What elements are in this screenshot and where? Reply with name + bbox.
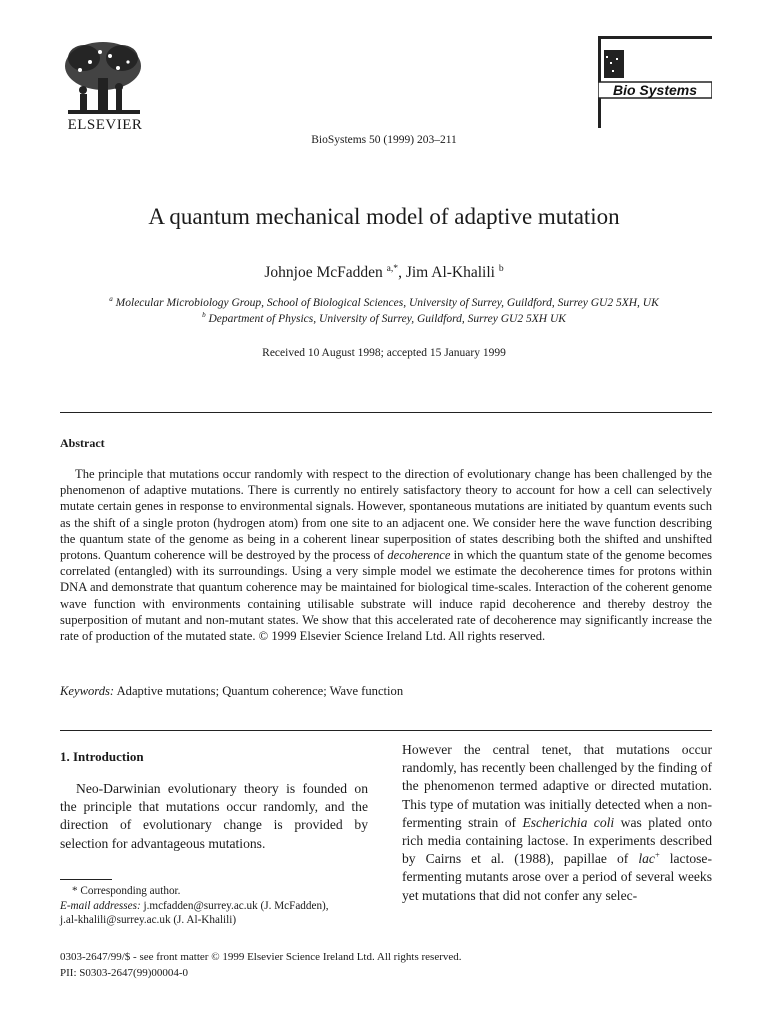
affiliation-mark: a (109, 295, 113, 304)
email-address: j.mcfadden@surrey.ac.uk (J. McFadden), (143, 899, 329, 912)
keywords-text: Adaptive mutations; Quantum coherence; Wave function (116, 684, 404, 698)
body-text: was plated onto rich media containing lactose. In experiments described by Cairns et al. (1988), papillae of (402, 814, 713, 867)
body-paragraph-right (402, 741, 712, 905)
author-separator: , (398, 264, 406, 281)
intro-paragraph: Neo-Darwinian evolutionary theory is founded on the principle that mutations occur randomly, and the direction of evolutionary change is provided by selection for advantageous mutations. (60, 781, 368, 851)
author-name: Johnjoe McFadden (264, 264, 383, 281)
author-name: Jim Al-Khalili (405, 264, 495, 281)
journal-citation: BioSystems 50 (1999) 203–211 (311, 134, 457, 146)
author-list (0, 264, 768, 282)
species-name: Escherichia coli (522, 814, 615, 830)
article-title: A quantum mechanical model of adaptive mutation (148, 204, 620, 229)
publisher-name: ELSEVIER (67, 117, 143, 133)
body-text: However the central tenet, that mutations occur randomly, has recently been challenged by the finding of the phenomenon termed adaptive or directed mutation. This type of mutation was initially detected when a non-fermenting strain of (402, 742, 712, 830)
pii-line: PII: S0303-2647(99)00004-0 (60, 967, 189, 979)
footnote-divider (60, 879, 112, 880)
affiliation-a (0, 297, 768, 309)
affiliation-text: Department of Physics, University of Surrey, Guildford, Surrey GU2 5XH UK (208, 313, 566, 325)
affiliation-mark: b (202, 311, 206, 320)
abstract-body (60, 466, 712, 644)
divider (60, 412, 712, 413)
footnotes (60, 884, 370, 928)
affiliation-b (0, 313, 768, 325)
gene-name: lac (638, 851, 655, 867)
abstract-text: The principle that mutations occur randomly with respect to the direction of evolutionary change has been challenged by the phenomenon of adaptive mutations. There is currently no entirely satisfactory theory to account for how a cell can selectively mutate certain genes in response to environmental signals. However, spontaneous mutations are initiated by quantum events such as the shift of a single proton (hydrogen atom) from one site to an adjacent one. We consider here the wave function describing the quantum state of the genome as being in a coherent linear superposition of states describing both the shifted and unshifted protons. Quantum coherence will be destroyed by the process of (60, 467, 712, 563)
author-affiliation-mark: a,* (386, 262, 399, 274)
divider (60, 730, 712, 731)
email-label: E-mail addresses: (60, 899, 141, 912)
abstract-text: in which the quantum state of the genome becomes correlated (entangled) with its surroundings. Using a very simple model we estimate the decoherence times for protons within DNA and demonstrate that quantum coherence may be maintained for biological time-scales. Interaction of the coherent genome wave function with environments containing utilisable substrate will induce rapid decoherence and thereby destroy the superposition of mutant and non-mutant states. We show that this accelerated rate of decoherence may significantly increase the rate of production of the mutated state. © 1999 Elsevier Science Ireland Ltd. All rights reserved. (60, 548, 713, 644)
section-heading: 1. Introduction (60, 749, 144, 764)
biosystems-journal-logo (598, 36, 712, 128)
affiliation-text: Molecular Microbiology Group, School of Biological Sciences, University of Surrey, Guildford, Surrey GU2 5XH, UK (115, 297, 659, 309)
journal-logo-text: Bio Systems (612, 82, 698, 98)
abstract-heading: Abstract (60, 436, 105, 450)
body-text: lactose-fermenting mutants arose over a period of several weeks yet mutations that did not confer any selec- (402, 851, 712, 903)
keywords-label: Keywords: (60, 684, 115, 698)
author-affiliation-mark: b (498, 262, 504, 274)
email-note (60, 899, 370, 914)
copyright-line: 0303-2647/99/$ - see front matter © 1999 Elsevier Science Ireland Ltd. All rights reserved. (60, 951, 462, 963)
gene-superscript: + (654, 849, 660, 860)
email-address-2: j.al-khalili@surrey.ac.uk (J. Al-Khalili) (60, 914, 237, 927)
corresponding-author-note: * Corresponding author. (72, 885, 181, 897)
abstract-emphasis: decoherence (387, 548, 451, 563)
keywords (60, 684, 712, 699)
received-dates: Received 10 August 1998; accepted 15 January 1999 (262, 347, 506, 359)
